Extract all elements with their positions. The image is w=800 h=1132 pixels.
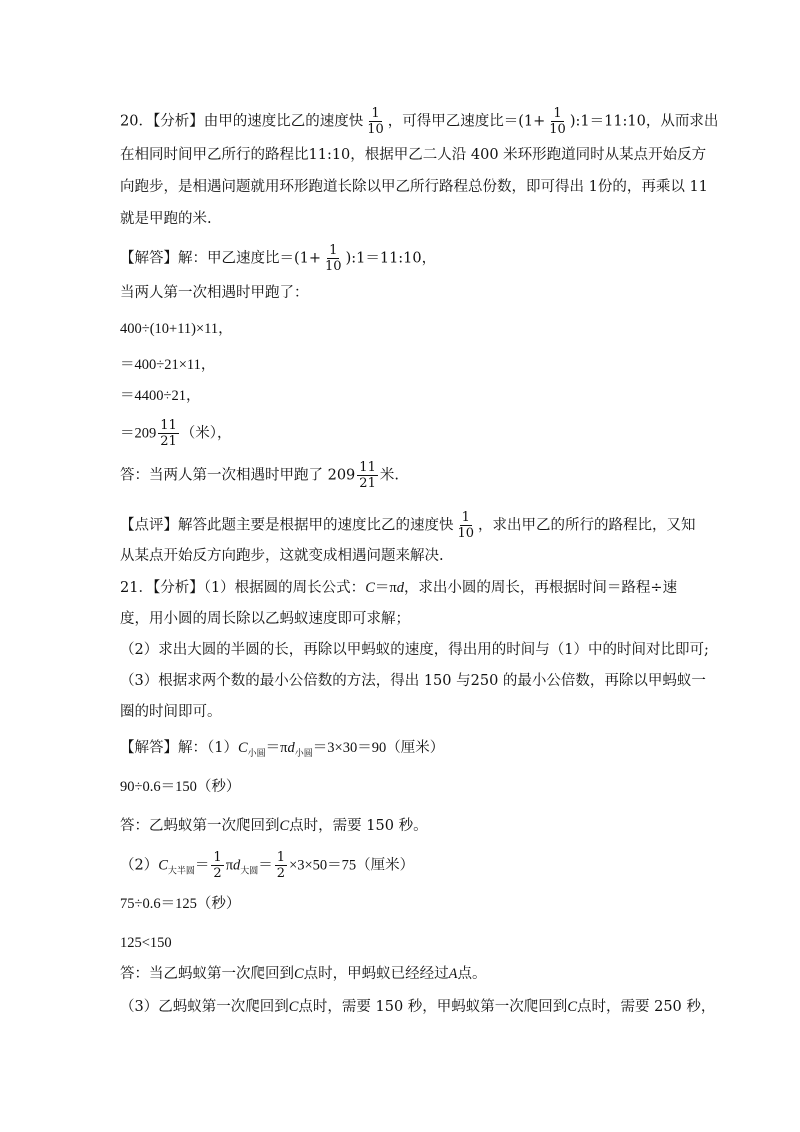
text: ×3×50＝75（厘米）: [289, 857, 415, 874]
text: 【点评】解答此题主要是根据甲的速度比乙的速度快: [120, 517, 454, 534]
denominator: 10: [367, 122, 384, 137]
fraction: [456, 510, 477, 541]
text: 【解答】解：甲乙速度比＝(1+: [120, 250, 322, 267]
text: ，可得甲乙速度比＝(1+: [387, 113, 546, 130]
text: 米.: [379, 467, 399, 484]
text: ):1＝11:10，从而求出: [569, 113, 719, 130]
var-d: d: [396, 580, 404, 596]
q21-analysis-line1: [120, 577, 677, 599]
text: （米），: [180, 425, 232, 442]
var-c: C: [288, 999, 299, 1015]
denominator: 21: [160, 434, 177, 449]
q20-answer-line: [120, 243, 436, 274]
q21-part3-line1: [120, 996, 715, 1018]
denominator: 2: [213, 866, 222, 881]
text: 点时，需要 150 秒。: [289, 818, 428, 834]
var-c: C: [237, 740, 248, 756]
q21-answer2: [120, 963, 487, 985]
var-c: C: [567, 999, 577, 1015]
fraction: [158, 418, 179, 449]
subscript: 小圆: [247, 749, 266, 759]
q20-step1: 当两人第一次相遇时甲跑了：: [120, 285, 309, 301]
q20-analysis-line3: 向跑步，是相遇问题就用环形跑道长除以甲乙所行路程总份数，即可得出 1份的，再乘以 11: [120, 179, 708, 195]
q20-comment-line1: [120, 510, 696, 541]
denominator: 10: [549, 122, 566, 137]
text: 答：乙蚂蚁第一次爬回到: [120, 818, 280, 834]
text: ＝: [258, 857, 273, 874]
text: ＝209: [120, 425, 157, 442]
numerator: 1: [276, 850, 286, 865]
numerator: 1: [461, 510, 470, 525]
var-c: C: [294, 966, 304, 982]
fraction: [357, 460, 378, 491]
text: 点。: [457, 966, 487, 982]
var-d: d: [233, 857, 241, 874]
q20-step2: 400÷(10+11)×11，: [120, 321, 233, 337]
q20-analysis-line2: 在相同时间甲乙所行的路程比11:10，根据甲乙二人沿 400 米环形跑道同时从某点开始反方: [120, 147, 707, 163]
q21-part2-line1: [120, 850, 414, 883]
q20-step3: ＝400÷21×11，: [120, 357, 216, 373]
subscript: 大圆: [240, 866, 259, 877]
text: ):1＝11:10，: [345, 250, 437, 267]
q20-comment-line2: 从某点开始反方向跑步，这就变成相遇问题来解决.: [120, 548, 444, 564]
q21-analysis-line4: （3）根据求两个数的最小公倍数的方法，得出 150 与250 的最小公倍数，再除以甲蚂蚁一: [120, 673, 706, 689]
subscript: 大半圆: [167, 866, 195, 877]
q20-step4: ＝4400÷21，: [120, 388, 201, 404]
text: 点时，甲蚂蚁已经经过: [303, 966, 449, 982]
q21-solution-line2: 90÷0.6＝150（秒）: [120, 779, 241, 795]
q20-analysis-line4: 就是甲跑的米.: [120, 211, 212, 227]
text: ＝: [194, 857, 210, 874]
fraction: [323, 243, 344, 274]
var-c: C: [279, 818, 290, 834]
text: 点时，需要 150 秒，甲蚂蚁第一次爬回到: [298, 999, 568, 1015]
numerator: 1: [371, 106, 380, 121]
numerator: 1: [213, 850, 222, 865]
q21-solution-line1: [120, 737, 444, 765]
var-c: C: [365, 580, 375, 596]
fraction: [365, 106, 386, 137]
numerator: 1: [329, 243, 338, 258]
denominator: 10: [457, 526, 475, 541]
q20-step5: [120, 418, 232, 449]
subscript: 小圆: [294, 749, 313, 759]
var-d: d: [287, 740, 295, 756]
text: 点时，需要 250 秒，: [576, 999, 716, 1015]
text: ＝π: [374, 580, 397, 596]
text: 答：当两人第一次相遇时甲跑了 209: [120, 467, 356, 484]
numerator: 11: [359, 460, 376, 475]
numerator: 1: [553, 106, 562, 121]
q21-analysis-line3: （2）求出大圆的半圆的长，再除以甲蚂蚁的速度，得出用的时间与（1）中的时间对比即可;: [120, 642, 709, 658]
q20-final-answer: [120, 460, 399, 491]
text: ，求出小圆的周长，再根据时间＝路程÷速: [403, 580, 678, 596]
text: 21．【分析】（1）根据圆的周长公式：: [120, 580, 366, 596]
var-c: C: [158, 857, 168, 874]
fraction: [547, 106, 568, 137]
text: （2）: [120, 857, 159, 874]
text: ，求出甲乙的所行的路程比，又知: [478, 517, 696, 534]
numerator: 11: [160, 418, 177, 433]
text: 【解答】解：（1）: [120, 740, 238, 756]
q21-analysis-line2: 度，用小圆的周长除以乙蚂蚁速度即可求解；: [120, 611, 410, 627]
text: ＝π: [265, 740, 288, 756]
q20-analysis-line1: [120, 106, 718, 137]
text: ＝3×30＝90（厘米）: [312, 740, 445, 756]
denominator: 10: [325, 259, 342, 274]
q21-part2-line2: 75÷0.6＝125（秒）: [120, 896, 241, 912]
denominator: 2: [276, 866, 286, 881]
var-a: A: [448, 966, 458, 982]
q21-analysis-line5: 圈的时间即可。: [120, 704, 222, 720]
denominator: 21: [359, 476, 376, 491]
text: π: [225, 857, 234, 874]
fraction: [275, 850, 287, 881]
fraction: [211, 850, 223, 881]
q21-part2-line3: 125<150: [120, 935, 172, 951]
text: 答：当乙蚂蚁第一次爬回到: [120, 966, 294, 982]
text: （3）乙蚂蚁第一次爬回到: [120, 999, 289, 1015]
q21-answer1: [120, 815, 428, 837]
text: 20．【分析】由甲的速度比乙的速度快: [120, 113, 364, 130]
